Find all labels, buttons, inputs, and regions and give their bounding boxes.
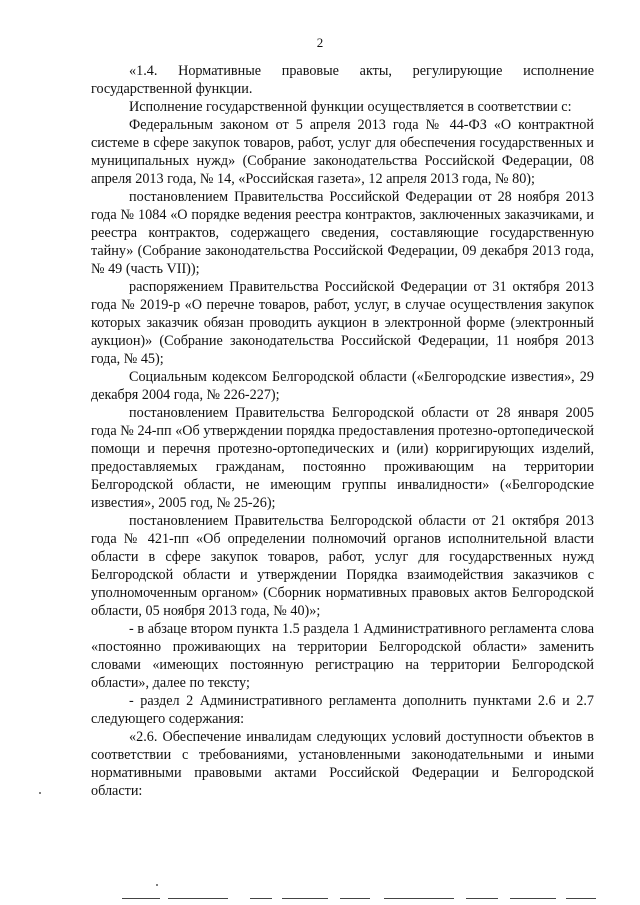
paragraph-regional-resolution-24: постановлением Правительства Белгородской области от 28 января 2005 года № 24-пп «Об утверждении порядка предоставления протезно-ортопедической помощи и перечня протезно-ортопедических и (или) корригирующих изделий, предоставляемых гражданам, постоянно проживающим на территории Белгородской области, не имеющим группы инвалидности» («Белгородские известия», 2005 год, № 25-26);: [91, 405, 594, 511]
paragraph-federal-law: Федеральным законом от 5 апреля 2013 года № 44-ФЗ «О контрактной системе в сфере закупок товаров, работ, услуг для обеспечения государственных и муниципальных нужд» (Собрание законодательства Российской Федерации, 08 апреля 2013 года, № 14, «Российская газета», 12 апреля 2013 года, № 80);: [91, 117, 594, 187]
footer-rule: [282, 898, 328, 899]
paragraph-section-2-6: «2.6. Обеспечение инвалидам следующих условий доступности объектов в соответствии с требованиями, установленными законодательными и иными нормативными правовыми актами Российской Федерации и Белгородской области:: [91, 729, 594, 799]
document-body: [91, 62, 594, 800]
scan-speck: [156, 884, 158, 886]
footer-rule: [510, 898, 556, 899]
paragraph-intro: Исполнение государственной функции осуществляется в соответствии с:: [129, 99, 572, 115]
scan-speck: [39, 792, 41, 794]
paragraph-social-code: Социальным кодексом Белгородской области («Белгородские известия», 29 декабря 2004 года, № 226-227);: [91, 369, 594, 403]
paragraph-regional-resolution-421: постановлением Правительства Белгородской области от 21 октября 2013 года № 421-пп «Об определении полномочий органов исполнительной власти области в сфере закупок товаров, работ, услуг для государственных нужд Белгородской области и утверждении Порядка взаимодействия заказчиков с уполномоченным органом» (Сборник нормативных правовых актов Белгородской области, 05 ноября 2013 года, № 40)»;: [91, 513, 594, 619]
paragraph-government-order-2019: распоряжением Правительства Российской Федерации от 31 октября 2013 года № 2019-р «О перечне товаров, работ, услуг, в случае осуществления закупок которых заказчик обязан проводить аукцион в электронной форме (электронный аукцион)» (Собрание законодательства Российской Федерации, 11 ноября 2013 года, № 45);: [91, 279, 594, 367]
paragraph-amendment-section-2: - раздел 2 Административного регламента дополнить пунктами 2.6 и 2.7 следующего содержания:: [91, 693, 594, 727]
paragraph-section-1-4: «1.4. Нормативные правовые акты, регулирующие исполнение государственной функции.: [91, 63, 594, 97]
page-number: 2: [316, 35, 324, 50]
footer-rule: [340, 898, 370, 899]
footer-rule: [122, 898, 160, 899]
footer-rule: [250, 898, 272, 899]
footer-rule: [168, 898, 228, 899]
footer-rule: [384, 898, 454, 899]
footer-rule: [566, 898, 596, 899]
footer-rule: [466, 898, 498, 899]
paragraph-amendment-1-5: - в абзаце втором пункта 1.5 раздела 1 Административного регламента слова «постоянно проживающих на территории Белгородской области» заменить словами «имеющих постоянную регистрацию на территории Белгородской области», далее по тексту;: [91, 621, 594, 691]
paragraph-government-resolution-1084: постановлением Правительства Российской Федерации от 28 ноября 2013 года № 1084 «О порядке ведения реестра контрактов, заключенных заказчиками, и реестра контрактов, содержащего сведения, составляющие государственную тайну» (Собрание законодательства Российской Федерации, 09 декабря 2013 года, № 49 (часть VII));: [91, 189, 594, 277]
